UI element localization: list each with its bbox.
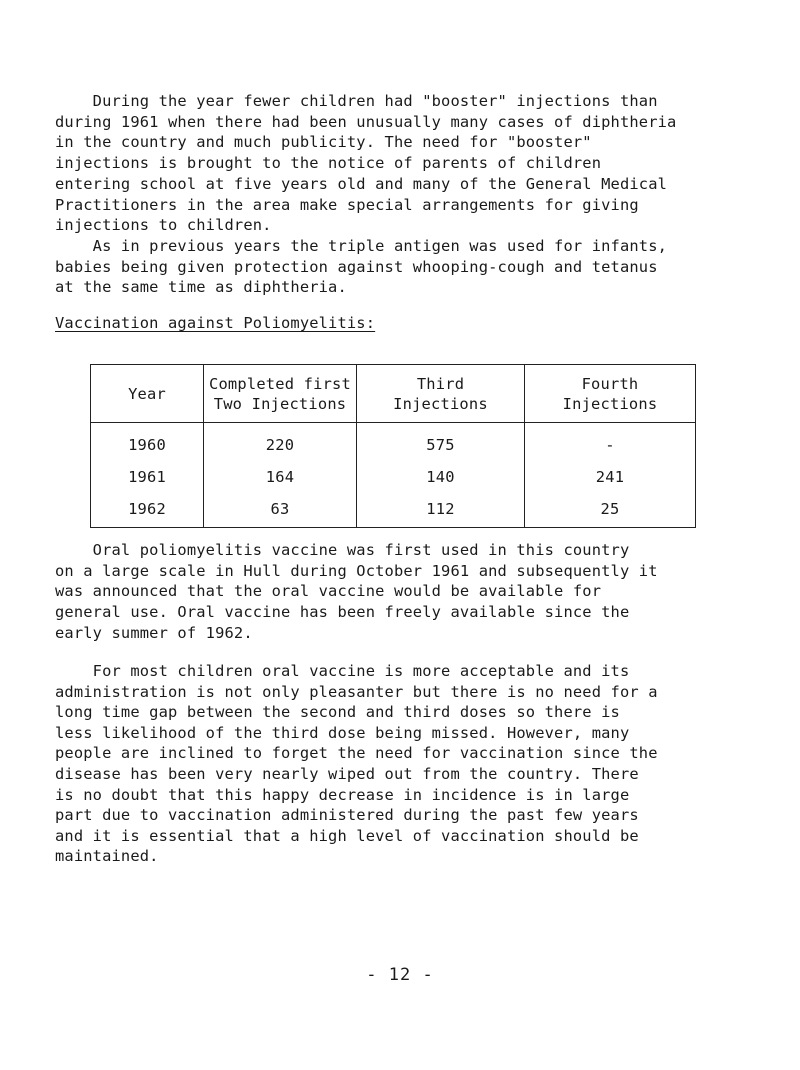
table-row <box>91 493 696 528</box>
paragraph-oral-vaccine-introduction: Oral poliomyelitis vaccine was first used in this country on a large scale in Hull during October 1961 and subsequently it was announced that the oral vaccine would be available for general use. Oral vaccine has been freely available since the early summer of 1962. <box>55 541 658 642</box>
cell-first-two: 220 <box>204 423 357 462</box>
paragraph-oral-vaccine-benefits: For most children oral vaccine is more acceptable and its administration is not only pleasanter but there is no need for a long time gap between the second and third doses so there is less likelihood of the third dose being missed. However, many people are inclined to forget the need for vaccination since the disease has been very nearly wiped out from the country. There is no doubt that this happy decrease in incidence is in large part due to vaccination administered during the past few years and it is essential that a high level of vaccination should be maintained. <box>55 662 658 866</box>
cell-first-two: 63 <box>204 493 357 528</box>
page-number: - 12 - <box>366 965 434 985</box>
table-row <box>91 461 696 493</box>
cell-third: 140 <box>357 461 525 493</box>
column-header-fourth-injections: Fourth Injections <box>525 365 696 423</box>
cell-year: 1962 <box>91 493 204 528</box>
paragraph-triple-antigen: As in previous years the triple antigen was used for infants, babies being given protection against whooping-cough and tetanus at the same time as diphtheria. <box>55 237 668 297</box>
paragraph-booster-injections: During the year fewer children had "booster" injections than during 1961 when there had been unusually many cases of diphtheria in the country and much publicity. The need for "booster" injections is brought to the notice of parents of children entering school at five years old and many of the General Medical Practitioners in the area make special arrangements for giving injections to children. <box>55 92 677 235</box>
table-header-row <box>91 365 696 423</box>
table-row <box>91 423 696 462</box>
column-header-third-injections: Third Injections <box>357 365 525 423</box>
cell-year: 1961 <box>91 461 204 493</box>
poliomyelitis-vaccination-table <box>90 364 696 528</box>
cell-third: 575 <box>357 423 525 462</box>
section-heading-poliomyelitis: Vaccination against Poliomyelitis: <box>55 314 376 332</box>
cell-third: 112 <box>357 493 525 528</box>
column-header-year: Year <box>91 365 204 423</box>
column-header-first-two-injections: Completed first Two Injections <box>204 365 357 423</box>
cell-year: 1960 <box>91 423 204 462</box>
cell-first-two: 164 <box>204 461 357 493</box>
cell-fourth: - <box>525 423 696 462</box>
cell-fourth: 25 <box>525 493 696 528</box>
cell-fourth: 241 <box>525 461 696 493</box>
